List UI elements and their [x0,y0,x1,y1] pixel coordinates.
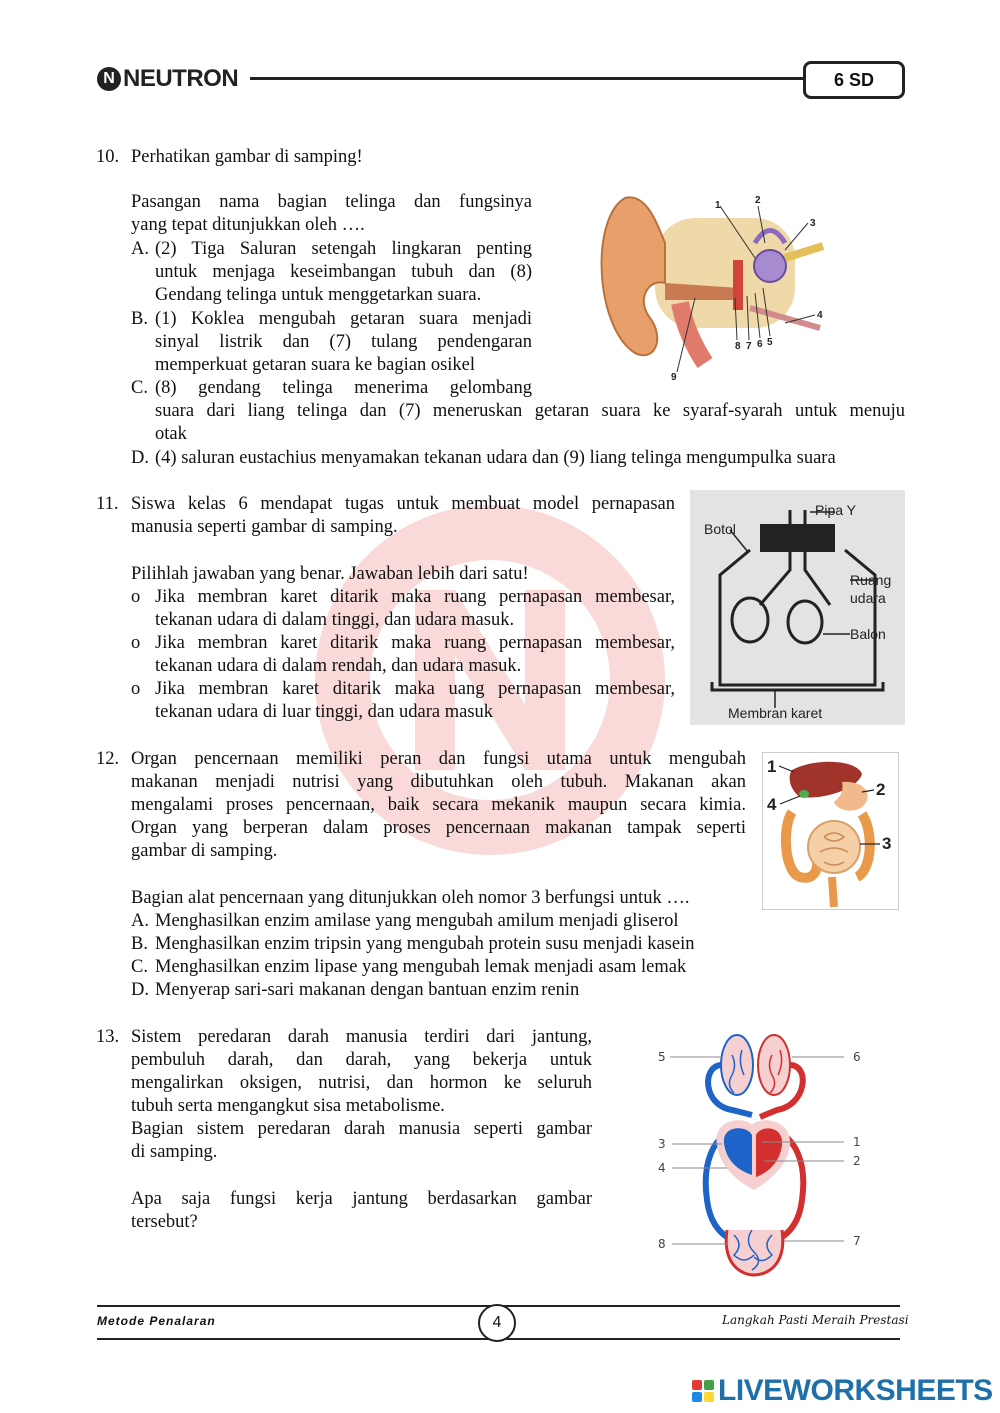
q12-option-c[interactable]: Menghasilkan enzim lipase yang mengubah lemak menjadi asam lemak [155,957,687,977]
q11-option-1-checkbox[interactable]: o [131,587,141,607]
q10-option-c[interactable]: otak [155,424,187,444]
q12-number: 12. [96,749,120,769]
circulatory-label: 5 [658,1050,666,1064]
page-number: 4 [478,1304,516,1342]
ear-label: 1 [715,200,721,211]
q12-paragraph-line: makanan menjadi nutrisi yang dibutuhkan oleh tubuh. Makanan akan [131,772,746,792]
q10-stem-line: yang tepat ditunjukkan oleh …. [131,215,365,235]
q12-paragraph-line: gambar di samping. [131,841,278,861]
circulatory-label: 7 [853,1234,861,1248]
q13-paragraph-line: tubuh serta mengangkut sisa metabolisme. [131,1096,445,1116]
q10-intro: Perhatikan gambar di samping! [131,147,363,167]
q10-stem-line: Pasangan nama bagian telinga dan fungsinya [131,192,532,212]
circulatory-label: 1 [853,1135,861,1149]
gallbladder-shape [799,790,809,798]
digestive-label: 1 [767,757,777,776]
logo-block [692,1392,702,1402]
brand-name: NEUTRON [123,65,239,92]
ear-anatomy-figure [595,188,835,388]
q10-option-a[interactable]: untuk menjaga keseimbangan tubuh dan (8) [155,262,532,282]
footer-method: Metode Penalaran [97,1314,216,1328]
q10-option-a[interactable]: Gendang telinga untuk menggetarkan suara. [155,285,482,305]
label-pipa-y: Pipa Y [815,502,856,518]
q11-option-2[interactable]: Jika membran karet ditarik maka ruang pernapasan membesar, [155,633,675,653]
logo-block [692,1380,702,1390]
q12-option-a[interactable]: Menghasilkan enzim amilase yang mengubah amilum menjadi gliserol [155,911,679,931]
label-membran: Membran karet [728,705,823,721]
label-botol: Botol [704,521,736,537]
ear-label: 3 [810,218,816,229]
label-ruang: Ruang [850,572,892,588]
circulatory-label: 8 [658,1237,666,1251]
cochlea-shape [754,250,786,282]
q11-stem-line: manusia seperti gambar di samping. [131,517,398,537]
circulatory-label: 6 [853,1050,861,1064]
q11-stem-line: Siswa kelas 6 mendapat tugas untuk membuat model pernapasan [131,494,675,514]
q12-option-a-key[interactable]: A. [131,911,149,931]
ear-label: 6 [757,339,763,350]
logo-block [704,1392,714,1402]
circulatory-label: 2 [853,1154,861,1168]
ear-label: 8 [735,341,741,352]
outer-ear-pinna [602,197,665,355]
bottle-cork [760,524,835,552]
circulatory-label: 3 [658,1137,666,1151]
digestive-label: 2 [876,780,886,799]
rectum-shape [832,877,834,907]
digestive-label: 3 [882,834,892,853]
q13-number: 13. [96,1027,120,1047]
q12-paragraph-line: Organ yang berperan dalam proses pencernaan makanan tampak seperti [131,818,746,838]
q13-paragraph-line: di samping. [131,1142,218,1162]
label-udara: udara [850,590,886,606]
q13-paragraph-line: pembuluh darah, dan darah, yang bekerja untuk [131,1050,592,1070]
q11-option-2[interactable]: tekanan udara di dalam rendah, dan udara masuk. [155,656,522,676]
footer-tagline: Langkah Pasti Meraih Prestasi [722,1313,909,1327]
q10-number: 10. [96,147,120,167]
q11-option-2-checkbox[interactable]: o [131,633,141,653]
ear-label: 4 [817,310,823,321]
q13-question-line: tersebut? [131,1212,198,1232]
ear-label: 9 [671,372,677,383]
q11-instruction: Pilihlah jawaban yang benar. Jawaban lebih dari satu! [131,564,529,584]
digestive-system-figure [762,752,899,910]
q10-option-b-key[interactable]: B. [131,309,148,329]
q10-option-b[interactable]: sinyal listrik dan (7) tulang pendengaran [155,332,532,352]
q11-number: 11. [96,494,119,514]
q10-option-b[interactable]: memperkuat getaran suara ke bagian osikel [155,355,476,375]
liveworksheets-brand[interactable] [692,1374,993,1408]
q12-option-b-key[interactable]: B. [131,934,148,954]
q10-option-c[interactable]: suara dari liang telinga dan (7) meneruskan getaran suara ke syaraf-syarah untuk menuju [155,401,905,421]
q10-option-c-key[interactable]: C. [131,378,148,398]
lung-model-figure [690,490,905,725]
eardrum-shape [733,260,743,310]
lung-left-shape [721,1035,753,1095]
q11-option-3[interactable]: Jika membran karet ditarik maka uang pernapasan membesar, [155,679,675,699]
logo-mark-icon: N [97,67,121,91]
q10-option-d-key[interactable]: D. [131,448,149,468]
q10-option-a-key[interactable]: A. [131,239,149,259]
q10-option-c[interactable]: (8) gendang telinga menerima gelombang [155,378,532,398]
digestive-label: 4 [767,795,777,814]
q12-paragraph-line: mengalami proses pencernaan, baik secara mekanik maupun secara kimia. [131,795,746,815]
logo-block [704,1380,714,1390]
q13-paragraph-line: Bagian sistem peredaran darah manusia seperti gambar [131,1119,592,1139]
q13-question-line: Apa saja fungsi kerja jantung berdasarkan gambar [131,1189,592,1209]
q11-option-3-checkbox[interactable]: o [131,679,141,699]
q11-option-1[interactable]: Jika membran karet ditarik maka ruang pernapasan membesar, [155,587,675,607]
liveworksheets-logo-icon [692,1380,714,1402]
ear-label: 5 [767,337,773,348]
q11-option-1[interactable]: tekanan udara di dalam tinggi, dan udara masuk. [155,610,515,630]
q12-option-c-key[interactable]: C. [131,957,148,977]
circulatory-system-figure [652,1025,867,1280]
ear-label: 7 [746,341,752,352]
q10-option-d[interactable]: (4) saluran eustachius menyamakan tekanan udara dan (9) liang telinga mengumpulka suara [155,448,836,468]
q10-option-b[interactable]: (1) Koklea mengubah getaran suara menjadi [155,309,532,329]
q12-option-d-key[interactable]: D. [131,980,149,1000]
q12-option-b[interactable]: Menghasilkan enzim tripsin yang mengubah protein susu menjadi kasein [155,934,695,954]
label-balon: Balon [850,626,886,642]
q13-paragraph-line: mengalirkan oksigen, nutrisi, dan hormon ke seluruh [131,1073,592,1093]
q11-option-3[interactable]: tekanan udara di luar tinggi, dan udara masuk [155,702,494,722]
q13-paragraph-line: Sistem peredaran darah manusia terdiri dari jantung, [131,1027,592,1047]
q12-paragraph-line: Organ pencernaan memiliki peran dan fungsi utama untuk mengubah [131,749,746,769]
grade-badge: 6 SD [803,61,905,99]
q12-question: Bagian alat pencernaan yang ditunjukkan oleh nomor 3 berfungsi untuk …. [131,888,690,908]
q12-option-d[interactable]: Menyerap sari-sari makanan dengan bantuan enzim renin [155,980,580,1000]
circulatory-label: 4 [658,1161,666,1175]
q10-option-a[interactable]: (2) Tiga Saluran setengah lingkaran penting [155,239,532,259]
brand-logo [97,64,238,94]
ear-label: 2 [755,195,761,206]
header-divider [250,77,806,80]
liveworksheets-text: LIVEWORKSHEETS [718,1374,993,1407]
